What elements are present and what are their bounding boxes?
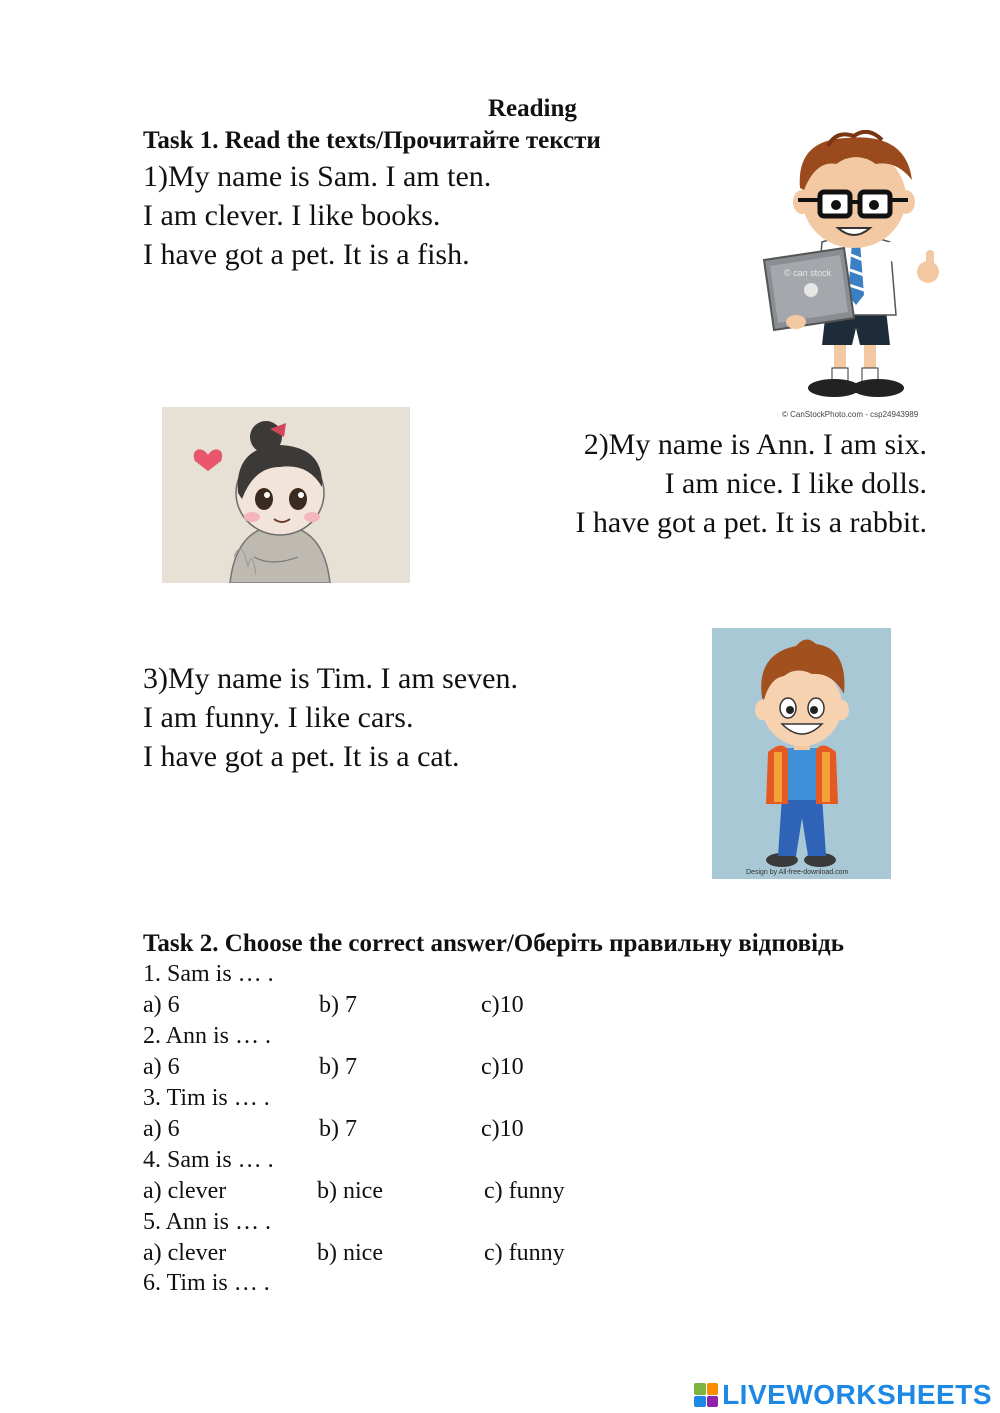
question-3: 3. Tim is … . — [143, 1085, 270, 1111]
option-a[interactable]: a) 6 — [143, 1116, 180, 1142]
story-ann — [575, 425, 927, 542]
option-b[interactable]: b) nice — [317, 1178, 383, 1204]
tim-picture — [712, 628, 891, 879]
option-c[interactable]: c)10 — [481, 992, 524, 1018]
question-6: 6. Tim is … . — [143, 1270, 270, 1296]
story-line: I am nice. I like dolls. — [664, 467, 927, 500]
question-2: 2. Ann is … . — [143, 1023, 272, 1049]
option-c[interactable]: c) funny — [484, 1178, 565, 1204]
option-b[interactable]: b) 7 — [319, 992, 357, 1018]
story-line: I have got a pet. It is a fish. — [143, 238, 470, 271]
question-4: 4. Sam is … . — [143, 1147, 274, 1173]
story-line: 1)My name is Sam. I am ten. — [143, 160, 492, 193]
liveworksheets-logo-icon — [694, 1383, 718, 1407]
option-b[interactable]: b) nice — [317, 1240, 383, 1266]
option-c[interactable]: c)10 — [481, 1116, 524, 1142]
tim-image-credit: Design by All-free-download.com — [746, 869, 849, 876]
story-tim — [143, 659, 518, 776]
ann-picture — [162, 407, 410, 583]
option-a[interactable]: a) 6 — [143, 992, 180, 1018]
tim-illustration — [712, 628, 891, 879]
page-title: Reading — [488, 95, 577, 122]
option-a[interactable]: a) clever — [143, 1240, 227, 1266]
question-5: 5. Ann is … . — [143, 1209, 272, 1235]
task2-heading: Task 2. Choose the correct answer/Оберіть правильну відповідь — [143, 930, 844, 957]
sam-image-credit: © CanStockPhoto.com - csp24943989 — [782, 410, 919, 419]
story-line: I have got a pet. It is a cat. — [143, 740, 460, 773]
story-line: I am funny. I like cars. — [143, 701, 414, 734]
liveworksheets-brand-text: LIVEWORKSHEETS — [722, 1379, 992, 1410]
story-line: 2)My name is Ann. I am six. — [583, 428, 927, 461]
ann-illustration — [162, 407, 410, 583]
story-line: I am clever. I like books. — [143, 199, 441, 232]
liveworksheets-logo[interactable] — [694, 1379, 992, 1411]
question-1: 1. Sam is … . — [143, 961, 274, 987]
task1-heading: Task 1. Read the texts/Прочитайте тексти — [143, 127, 601, 154]
story-sam — [143, 157, 491, 274]
sam-picture — [756, 130, 952, 420]
sam-illustration — [756, 130, 952, 420]
option-a[interactable]: a) clever — [143, 1178, 227, 1204]
option-c[interactable]: c) funny — [484, 1240, 565, 1266]
laptop-watermark: © can stock — [784, 268, 832, 278]
option-c[interactable]: c)10 — [481, 1054, 524, 1080]
option-a[interactable]: a) 6 — [143, 1054, 180, 1080]
story-line: I have got a pet. It is a rabbit. — [575, 506, 927, 539]
option-b[interactable]: b) 7 — [319, 1116, 357, 1142]
option-b[interactable]: b) 7 — [319, 1054, 357, 1080]
story-line: 3)My name is Tim. I am seven. — [143, 662, 518, 695]
